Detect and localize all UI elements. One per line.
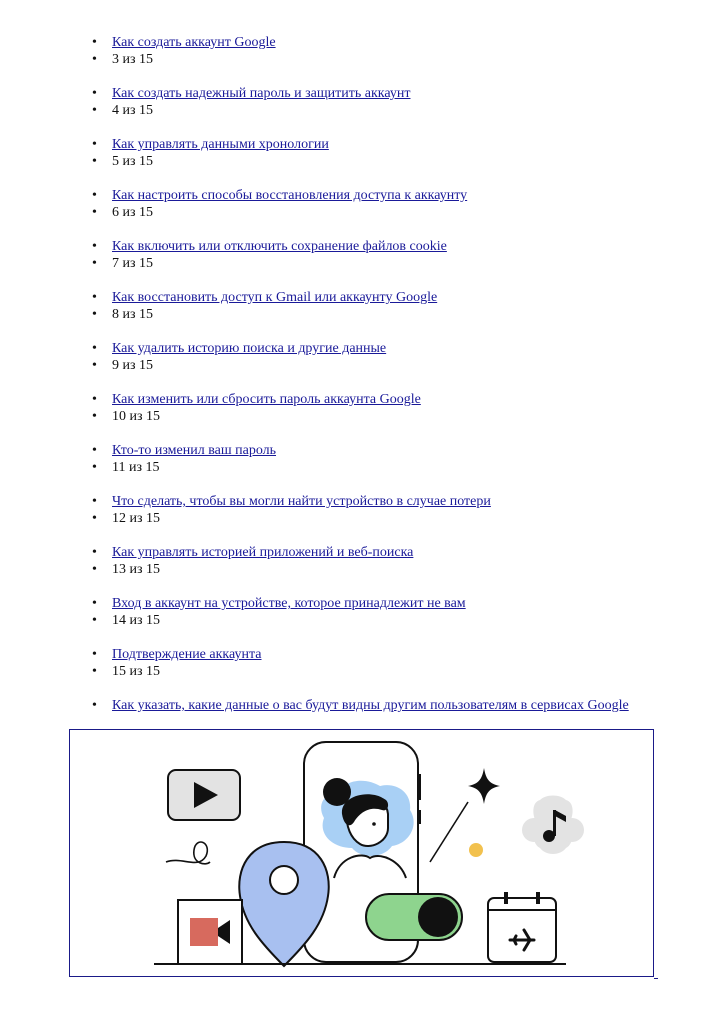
privacy-illustration bbox=[69, 729, 654, 977]
article-link[interactable]: Как включить или отключить сохранение файлов cookie bbox=[112, 239, 447, 254]
list-item bbox=[92, 510, 692, 527]
list-item bbox=[92, 493, 692, 510]
illustration-canvas bbox=[70, 730, 654, 977]
list-item bbox=[92, 408, 692, 425]
list-item bbox=[92, 697, 692, 714]
list-item bbox=[92, 187, 692, 204]
article-counter: 14 из 15 bbox=[112, 613, 161, 628]
list-item bbox=[92, 391, 692, 408]
article-link[interactable]: Как управлять историей приложений и веб-поиска bbox=[112, 545, 414, 560]
article-link[interactable]: Подтверждение аккаунта bbox=[112, 647, 262, 662]
list-item bbox=[92, 595, 692, 612]
music-note-icon bbox=[522, 796, 584, 855]
list-item bbox=[92, 544, 692, 561]
article-counter: 5 из 15 bbox=[112, 154, 154, 169]
sparkle-icon bbox=[468, 768, 500, 804]
article-counter: 6 из 15 bbox=[112, 205, 154, 220]
list-item bbox=[92, 289, 692, 306]
video-camera-icon bbox=[178, 900, 242, 964]
article-link[interactable]: Как изменить или сбросить пароль аккаунта Google bbox=[112, 392, 421, 407]
list-item bbox=[92, 255, 692, 272]
article-link[interactable]: Как управлять данными хронологии bbox=[112, 137, 329, 152]
article-counter: 11 из 15 bbox=[112, 460, 160, 475]
list-item bbox=[92, 442, 692, 459]
article-link[interactable]: Как настроить способы восстановления доступа к аккаунту bbox=[112, 188, 468, 203]
list-item bbox=[92, 612, 692, 629]
article-link[interactable]: Как указать, какие данные о вас будут видны другим пользователям в сервисах Google bbox=[112, 698, 629, 713]
article-link[interactable]: Кто-то изменил ваш пароль bbox=[112, 443, 277, 458]
article-counter: 7 из 15 bbox=[112, 256, 154, 271]
toggle-icon bbox=[366, 894, 462, 940]
list-item bbox=[92, 306, 692, 323]
play-icon bbox=[168, 770, 240, 820]
article-counter: 3 из 15 bbox=[112, 52, 154, 67]
list-item bbox=[92, 459, 692, 476]
article-link[interactable]: Как создать надежный пароль и защитить аккаунт bbox=[112, 86, 411, 101]
article-counter: 13 из 15 bbox=[112, 562, 161, 577]
article-counter: 4 из 15 bbox=[112, 103, 154, 118]
list-item bbox=[92, 357, 692, 374]
corner-mark bbox=[654, 978, 658, 979]
list-item bbox=[92, 340, 692, 357]
list-item bbox=[92, 663, 692, 680]
list-item bbox=[92, 561, 692, 578]
article-link[interactable]: Вход в аккаунт на устройстве, которое принадлежит не вам bbox=[112, 596, 466, 611]
article-counter: 9 из 15 bbox=[112, 358, 154, 373]
list-item bbox=[92, 51, 692, 68]
article-counter: 12 из 15 bbox=[112, 511, 161, 526]
divider-line bbox=[430, 802, 468, 862]
list-item bbox=[92, 136, 692, 153]
article-link[interactable]: Как удалить историю поиска и другие данные bbox=[112, 341, 387, 356]
list-item bbox=[92, 153, 692, 170]
list-item bbox=[92, 204, 692, 221]
article-link[interactable]: Как создать аккаунт Google bbox=[112, 35, 276, 50]
article-link[interactable]: Что сделать, чтобы вы могли найти устройство в случае потери bbox=[112, 494, 491, 509]
squiggle-icon bbox=[166, 842, 210, 864]
article-counter: 8 из 15 bbox=[112, 307, 154, 322]
list-item bbox=[92, 34, 692, 51]
list-item bbox=[92, 238, 692, 255]
yellow-dot bbox=[469, 843, 483, 857]
calendar-flight-icon bbox=[488, 892, 556, 962]
list-item bbox=[92, 85, 692, 102]
list-item bbox=[92, 646, 692, 663]
article-list bbox=[92, 34, 692, 714]
article-counter: 15 из 15 bbox=[112, 664, 161, 679]
list-item bbox=[92, 102, 692, 119]
article-counter: 10 из 15 bbox=[112, 409, 161, 424]
article-link[interactable]: Как восстановить доступ к Gmail или аккаунту Google bbox=[112, 290, 438, 305]
